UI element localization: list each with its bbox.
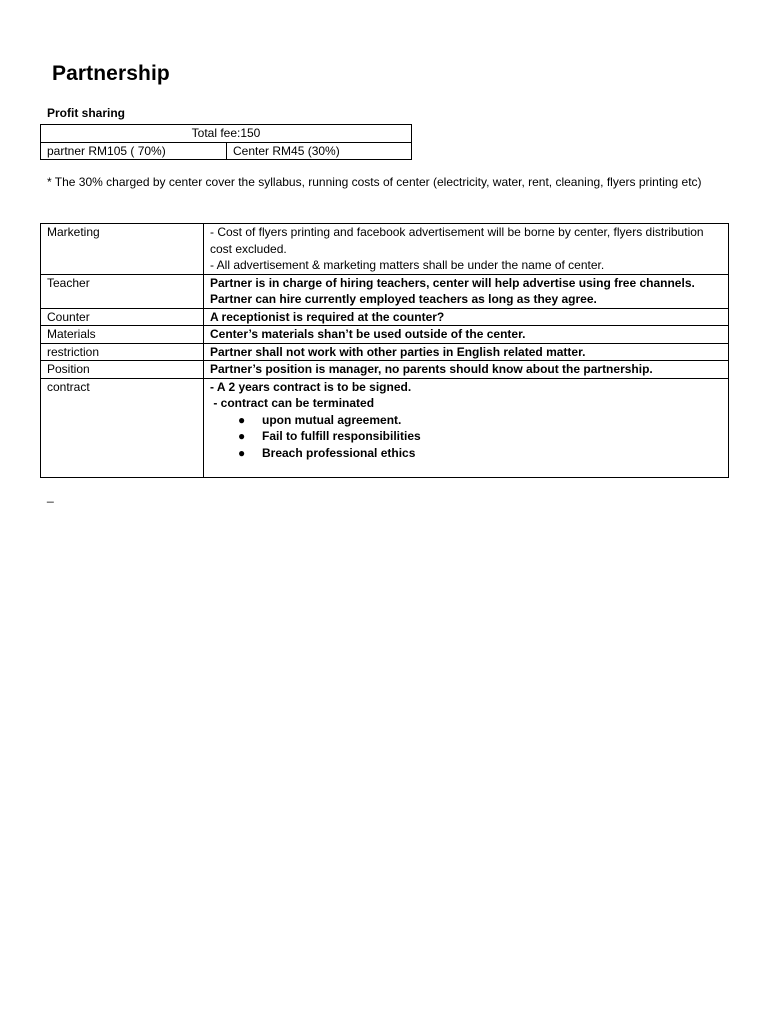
table-row (41, 378, 729, 477)
detail-position: Partner’s position is manager, no parents should know about the partnership. (204, 361, 729, 379)
list-item (238, 428, 722, 445)
term-counter: Counter (41, 308, 204, 326)
bullet-icon: ● (238, 445, 246, 460)
teacher-line-2: Partner can hire currently employed teachers as long as they agree. (210, 292, 597, 306)
term-contract: contract (41, 378, 204, 477)
contract-line-1: - A 2 years contract is to be signed. (210, 379, 412, 394)
detail-materials: Center’s materials shan’t be used outside of the center. (204, 326, 729, 344)
table-row (41, 125, 412, 143)
total-fee-cell: Total fee:150 (41, 125, 412, 143)
page-title: Partnership (52, 62, 170, 85)
list-item-text: upon mutual agreement. (262, 412, 402, 427)
table-row (41, 308, 729, 326)
table-row (41, 224, 729, 275)
bullet-icon: ● (238, 412, 246, 427)
termination-conditions-list (210, 412, 722, 462)
table-row (41, 326, 729, 344)
partner-share-cell: partner RM105 ( 70%) (41, 142, 227, 160)
term-marketing: Marketing (41, 224, 204, 275)
table-row (41, 274, 729, 308)
detail-marketing (204, 224, 729, 275)
profit-sharing-label: Profit sharing (47, 106, 126, 120)
contract-line-2: - contract can be terminated (210, 396, 375, 410)
list-item (238, 445, 722, 462)
table-row (41, 343, 729, 361)
detail-restriction: Partner shall not work with other parties in English related matter. (204, 343, 729, 361)
table-row (41, 142, 412, 160)
center-share-cell: Center RM45 (30%) (227, 142, 412, 160)
marketing-line-1: - Cost of flyers printing and facebook advertisement will be borne by center, flyers distribution cost excluded. (210, 225, 704, 256)
trailing-mark: _ (47, 489, 54, 503)
teacher-line-1: Partner is in charge of hiring teachers, center will help advertise using free channels. (210, 275, 695, 290)
term-position: Position (41, 361, 204, 379)
table-row (41, 361, 729, 379)
cost-note: * The 30% charged by center cover the syllabus, running costs of center (electricity, water, rent, cleaning, flyers printing etc) (47, 175, 702, 189)
list-item (238, 412, 722, 429)
marketing-line-2: - All advertisement & marketing matters shall be under the name of center. (210, 258, 605, 272)
list-item-text: Breach professional ethics (262, 445, 416, 460)
detail-counter: A receptionist is required at the counter? (204, 308, 729, 326)
detail-teacher (204, 274, 729, 308)
bullet-icon: ● (238, 429, 246, 443)
term-materials: Materials (41, 326, 204, 344)
profit-sharing-table (40, 124, 412, 160)
terms-table (40, 223, 729, 478)
term-restriction: restriction (41, 343, 204, 361)
list-item-text: Fail to fulfill responsibilities (262, 429, 421, 443)
term-teacher: Teacher (41, 274, 204, 308)
detail-contract (204, 378, 729, 477)
